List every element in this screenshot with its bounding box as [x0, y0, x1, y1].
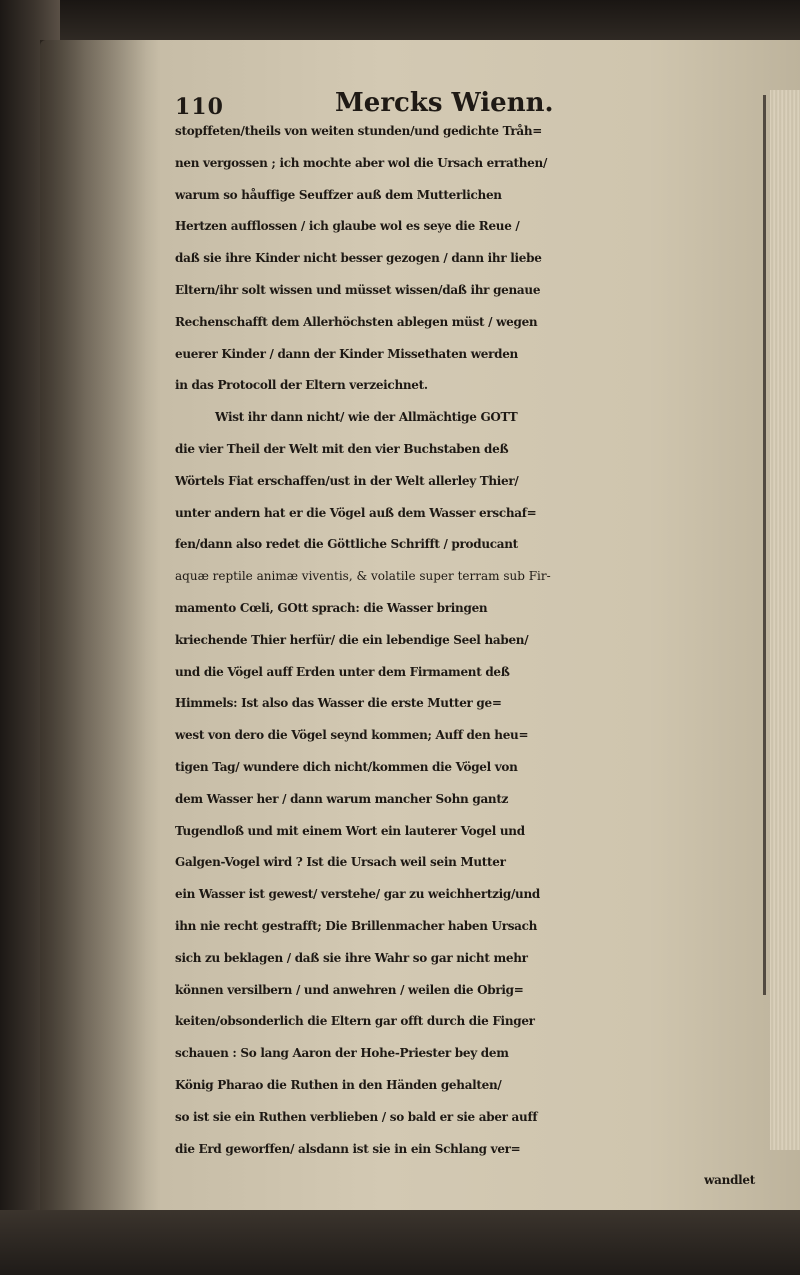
gutter-shadow	[40, 40, 160, 1230]
text-line: Tugendloß und mit einem Wort ein lauterer Vogel und	[175, 823, 525, 838]
body-text	[175, 116, 765, 1197]
text-line: so ist sie ein Ruthen verblieben / so bald er sie aber auff	[175, 1109, 538, 1124]
text-line: warum so håuffige Seuffzer auß dem Mutterlichen	[175, 187, 502, 202]
text-line: dem Wasser her / dann warum mancher Sohn gantz	[175, 791, 509, 806]
text-line: euerer Kinder / dann der Kinder Missethaten werden	[175, 346, 518, 361]
binding-bottom	[0, 1210, 800, 1275]
text-line: keiten/obsonderlich die Eltern gar offt durch die Finger	[175, 1014, 535, 1029]
page-number: 110	[175, 94, 224, 120]
text-line: nen vergossen ; ich mochte aber wol die Ursach errathen/	[175, 155, 548, 170]
text-line: die Erd geworffen/ alsdann ist sie in ein Schlang ver=	[175, 1141, 521, 1156]
text-line: Hertzen aufflossen / ich glaube wol es seye die Reue /	[175, 219, 520, 234]
text-line: stopffeten/theils von weiten stunden/und gedichte Tråh=	[175, 124, 543, 138]
text-line-last: wandlet	[704, 1173, 755, 1188]
text-line: west von dero die Vögel seynd kommen; Auff den heu=	[175, 728, 529, 743]
text-line: König Pharao die Ruthen in den Händen gehalten/	[175, 1077, 502, 1092]
text-line: schauen : So lang Aaron der Hohe-Priester bey dem	[175, 1046, 509, 1061]
text-line: Wörtels Fiat erschaffen/ust in der Welt allerley Thier/	[175, 473, 519, 488]
text-line: Eltern/ihr solt wissen und müsset wissen/daß ihr genaue	[175, 282, 541, 297]
text-line: fen/dann also redet die Göttliche Schrifft / producant	[175, 537, 518, 552]
running-head: Mercks Wienn.	[335, 88, 554, 118]
text-line: tigen Tag/ wundere dich nicht/kommen die Vögel von	[175, 759, 518, 774]
text-line: mamento Cœli, GOtt sprach: die Wasser bringen	[175, 600, 488, 615]
text-line: daß sie ihre Kinder nicht besser gezogen / dann ihr liebe	[175, 251, 542, 266]
text-line: Wist ihr dann nicht/ wie der Allmächtige GOTT	[215, 410, 518, 425]
text-line: unter andern hat er die Vögel auß dem Wasser erschaf=	[175, 505, 537, 520]
text-line: kriechende Thier herfür/ die ein lebendige Seel haben/	[175, 632, 529, 647]
text-line: ein Wasser ist gewest/ verstehe/ gar zu weichhertzig/und	[175, 887, 540, 902]
text-line: die vier Theil der Welt mit den vier Buchstaben deß	[175, 441, 509, 456]
text-line: Galgen-Vogel wird ? Ist die Ursach weil sein Mutter	[175, 855, 506, 870]
text-line: Rechenschafft dem Allerhöchsten ablegen müst / wegen	[175, 314, 538, 329]
text-line: ihn nie recht gestrafft; Die Brillenmacher haben Ursach	[175, 918, 538, 933]
text-line: können versilbern / und anwehren / weilen die Obrig=	[175, 982, 524, 997]
text-line: sich zu beklagen / daß sie ihre Wahr so gar nicht mehr	[175, 950, 528, 965]
text-line: in das Protocoll der Eltern verzeichnet.	[175, 378, 428, 393]
text-line: und die Vögel auff Erden unter dem Firmament deß	[175, 664, 510, 679]
text-line-latin: aquæ reptile animæ viventis, & volatile super terram sub Fir-	[175, 569, 551, 584]
text-line: Himmels: Ist also das Wasser die erste Mutter ge=	[175, 696, 502, 711]
page-edges	[770, 90, 800, 1150]
